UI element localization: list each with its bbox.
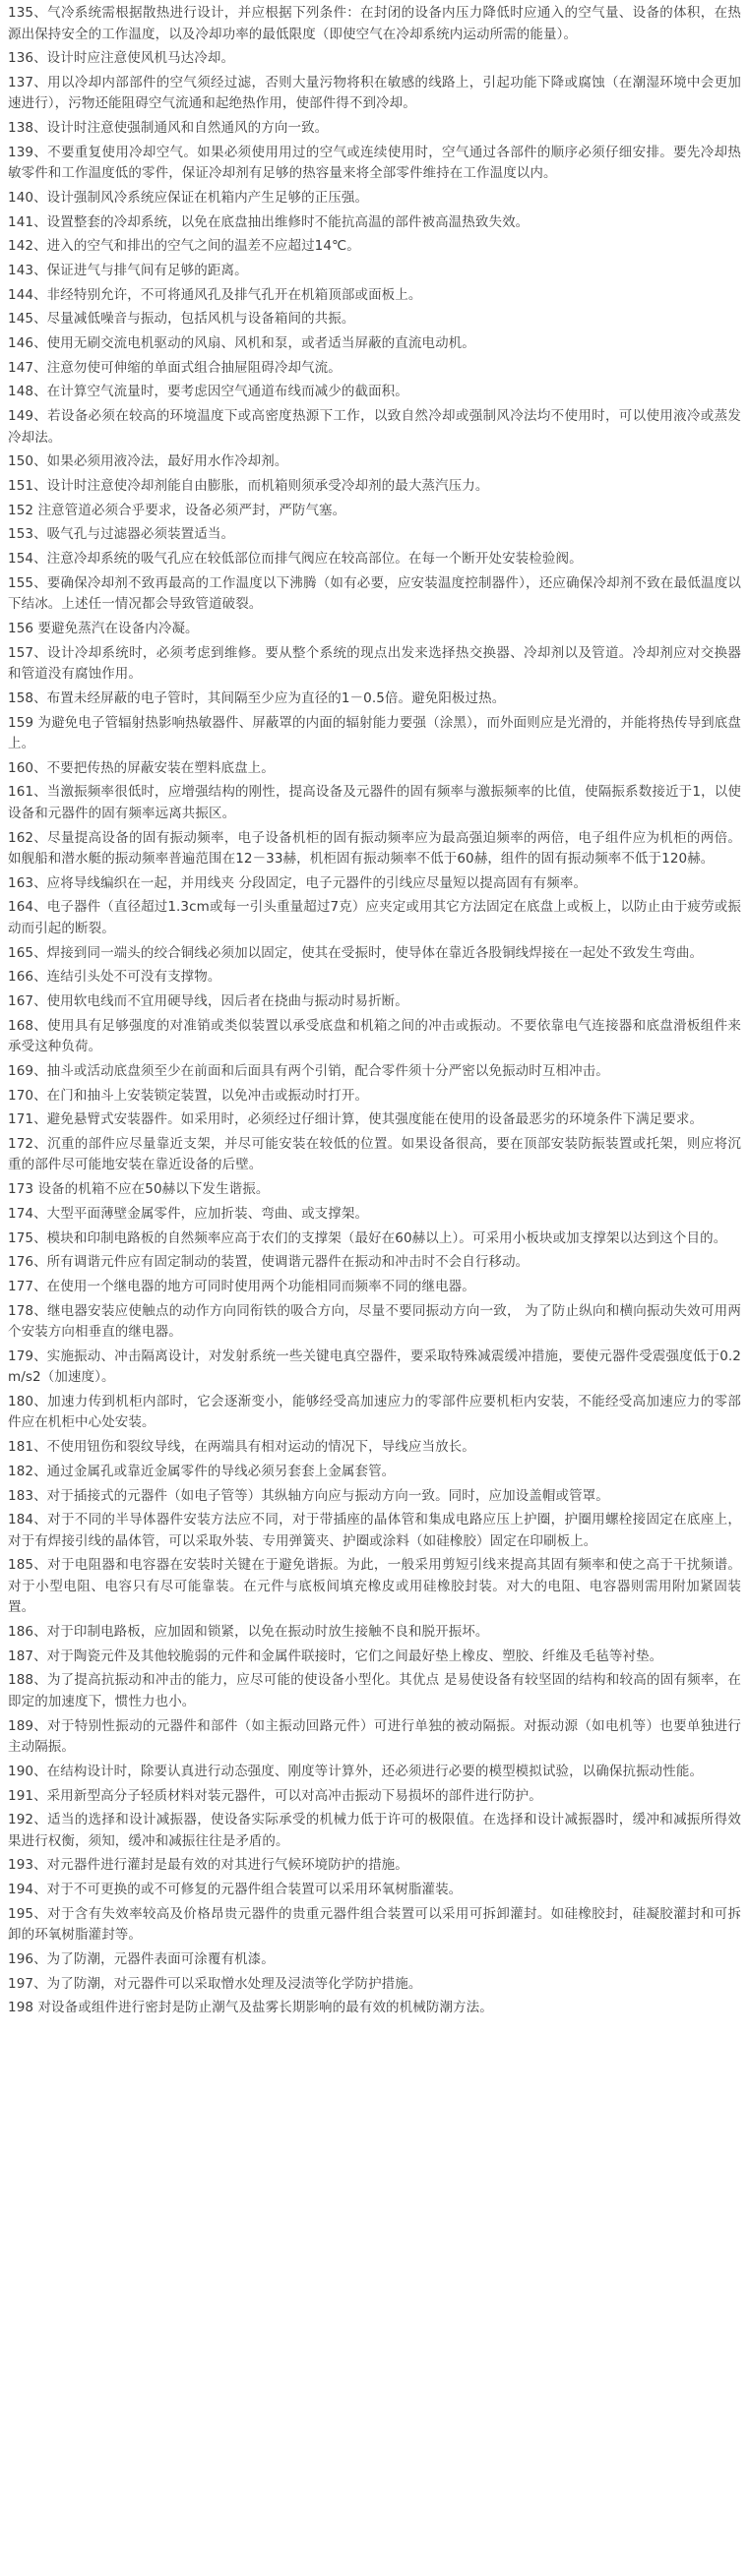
paragraph: 192、适当的选择和设计减振器，使设备实际承受的机械力低于许可的极限值。在选择和设计减振器时，缓冲和减振所得效果进行权衡，须知，缓冲和减振往往是矛盾的。 [8,1812,741,1849]
paragraph: 174、大型平面薄壁金属零件，应加折装、弯曲、或支撑架。 [8,1205,369,1222]
paragraph: 168、使用具有足够强度的对准销或类似装置以承受底盘和机箱之间的冲击或振动。不要依靠电气连接器和底盘滑板组件来承受这种负荷。 [8,1017,741,1055]
paragraph: 154、注意冷却系统的吸气孔应在较低部位而排气阀应在较高部位。在每一个断开处安装检验阀。 [8,551,583,568]
paragraph: 146、使用无刷交流电机驱动的风扇、风机和泵，或者适当屏蔽的直流电动机。 [8,335,475,352]
paragraph: 148、在计算空气流量时，要考虑因空气通道布线而减少的截面积。 [8,384,408,400]
paragraph: 187、对于陶瓷元件及其他较脆弱的元件和金属件联接时，它们之间最好垫上橡皮、塑胶、纤维及毛毡等衬垫。 [8,1647,663,1664]
paragraph: 191、采用新型高分子轻质材料对装元器件，可以对高冲击振动下易损坏的部件进行防护。 [8,1787,542,1804]
paragraph: 139、不要重复使用冷却空气。如果必须使用用过的空气或连续使用时，空气通过各部件的顺序必须仔细安排。要先冷却热敏零件和工作温度低的零件，保证冷却剂有足够的热容量来将全部零件维持在工作温度以内。 [8,144,741,182]
paragraph: 155、要确保冷却剂不致再最高的工作温度以下沸腾（如有必要，应安装温度控制器件），还应确保冷却剂不致在最低温度以下结冰。上述任一情况都会导致管道破裂。 [8,574,741,613]
paragraph: 194、对于不可更换的或不可修复的元器件组合装置可以采用环氧树脂灌装。 [8,1882,463,1898]
paragraph: 135、气冷系统需根据散热进行设计，并应根据下列条件：在封闭的设备内压力降低时应通入的空气量、设备的体积，在热源出保持安全的工作温度，以及冷却功率的最低限度（即使空气在冷却系统内运动所需的能量）。 [8,5,741,42]
paragraph: 144、非经特别允许，不可将通风孔及排气孔开在机箱顶部或面板上。 [8,286,422,303]
paragraph: 188、为了提高抗振动和冲击的能力，应尽可能的使设备小型化。其优点 是易使设备有较坚固的结构和较高的固有频率，在即定的加速度下，惯性力也小。 [8,1672,741,1709]
paragraph: 182、通过金属孔或靠近金属零件的导线必须另套套上金属套管。 [8,1463,396,1479]
paragraph: 189、对于特别性振动的元器件和部件（如主振动回路元件）可进行单独的被动隔振。对振动源（如电机等）也要单独进行主动隔振。 [8,1717,741,1756]
paragraph: 173 设备的机箱不应在50赫以下发生谐振。 [8,1181,270,1198]
paragraph: 161、当激振频率很低时，应增强结构的刚性，提高设备及元器件的固有频率与激振频率的比值，使隔振系数接近于1，以使设备和元器件的固有频率远离共振区。 [8,784,741,821]
paragraph: 165、焊接到同一端头的绞合铜线必须加以固定，使其在受振时，使导体在靠近各股铜线焊接在一起处不致发生弯曲。 [8,944,704,961]
paragraph: 167、使用软电线而不宜用硬导线，因后者在挠曲与振动时易折断。 [8,993,408,1009]
paragraph: 159 为避免电子管辐射热影响热敏器件、屏蔽罩的内面的辐射能力要强（涂黑），而外面则应是光滑的，并能将热传导到底盘上。 [8,714,741,751]
paragraph: 143、保证进气与排气间有足够的距离。 [8,263,248,278]
paragraph: 178、继电器安装应使触点的动作方向同衔铁的吸合方向，尽量不要同振动方向一致， 为了防止纵向和横向振动失效可用两个安装方向相垂直的继电器。 [8,1302,741,1341]
paragraph: 193、对元器件进行灌封是最有效的对其进行气候环境防护的措施。 [8,1857,408,1874]
paragraph: 156 要避免蒸汽在设备内冷凝。 [8,620,199,636]
paragraph: 136、设计时应注意使风机马达冷却。 [8,50,235,67]
paragraph: 160、不要把传热的屏蔽安装在塑料底盘上。 [8,759,275,776]
paragraph: 196、为了防潮，元器件表面可涂覆有机漆。 [8,1950,275,1967]
paragraph: 145、尽量减低噪音与振动，包括风机与设备箱间的共振。 [8,311,355,328]
paragraph: 152 注意管道必须合乎要求，设备必须严封，严防气塞。 [8,502,346,518]
paragraph: 184、对于不同的半导体器件安装方法应不同，对于带插座的晶体管和集成电路应压上护圈，护圈用螺栓接固定在底座上，对于有焊接引线的晶体管，可以采取外装、专用弹簧夹、护圈或涂料（如硅橡胶）固定在印刷板上。 [8,1512,741,1549]
paragraph: 153、吸气孔与过滤器必须装置适当。 [8,526,235,543]
paragraph: 183、对于插接式的元器件（如电子管等）其纵轴方向应与振动方向一致。同时，应加设盖帽或管罩。 [8,1487,609,1504]
paragraph: 180、加速力传到机柜内部时，它会逐渐变小，能够经受高加速应力的零部件应要机柜内安装，不能经受高加速应力的零部件应在机柜中心处安装。 [8,1393,741,1431]
paragraph: 176、所有调谐元件应有固定制动的装置，使调谐元器件在振动和冲击时不会自行移动。 [8,1254,530,1271]
paragraph: 171、避免悬臂式安装器件。如采用时，必须经过仔细计算，使其强度能在使用的设备最恶劣的环境条件下满足要求。 [8,1111,704,1128]
paragraph: 147、注意勿使可伸缩的单面式组合抽屉阻碍冷却气流。 [8,359,342,376]
paragraph: 197、为了防潮，对元器件可以采取憎水处理及浸渍等化学防护措施。 [8,1975,422,1992]
paragraph: 150、如果必须用液冷法，最好用水作冷却剂。 [8,453,288,470]
paragraph: 166、连结引头处不可没有支撑物。 [8,969,221,986]
paragraph: 195、对于含有失效率较高及价格昂贵元器件的贵重元器件组合装置可以采用可拆卸灌封。如硅橡胶封，硅凝胶灌封和可拆卸的环氧树脂灌封等。 [8,1905,741,1944]
paragraph: 181、不使用钮伤和裂纹导线，在两端具有相对运动的情况下，导线应当放长。 [8,1439,475,1456]
paragraph: 198 对设备或组件进行密封是防止潮气及盐雾长期影响的最有效的机械防潮方法。 [8,2000,493,2016]
paragraph: 164、电子器件（直径超过1.3cm或每一引头重量超过7克）应夹定或用其它方法固定在底盘上或板上，以防止由于疲劳或振动而引起的断裂。 [8,899,741,936]
paragraph: 140、设计强制风冷系统应保证在机箱内产生足够的正压强。 [8,189,369,206]
paragraph: 137、用以冷却内部部件的空气须经过滤，否则大量污物将积在敏感的线路上，引起功能下降或腐蚀（在潮湿环境中会更加速进行），污物还能阻碍空气流通和起绝热作用，使部件得不到冷却。 [8,74,741,112]
paragraph: 141、设置整套的冷却系统，以免在底盘抽出维修时不能抗高温的部件被高温热致失效。 [8,213,530,230]
paragraph: 185、对于电阻器和电容器在安装时关键在于避免谐振。为此，一般采用剪短引线来提高其固有频率和使之高于干扰频谱。对于小型电阻、电容只有尽可能靠装。在元件与底板间填充橡皮或用硅橡胶封装。对大的电阻、电容器则需用附加紧固装置。 [8,1557,741,1616]
paragraph: 149、若设备必须在较高的环境温度下或高密度热源下工作，以致自然冷却或强制风冷法均不使用时，可以使用液冷或蒸发冷却法。 [8,408,741,446]
paragraph: 190、在结构设计时，除要认真进行动态强度、刚度等计算外，还必须进行必要的模型模拟试验，以确保抗振动性能。 [8,1763,704,1779]
paragraph: 169、抽斗或活动底盘须至少在前面和后面具有两个引销，配合零件须十分严密以免振动时互相冲击。 [8,1062,609,1079]
paragraph: 177、在使用一个继电器的地方可同时使用两个功能相同而频率不同的继电器。 [8,1278,475,1294]
paragraph: 175、模块和印制电路板的自然频率应高于农们的支撑架（最好在60赫以上）。可采用小板块或加支撑架以达到这个目的。 [8,1229,727,1246]
paragraph: 163、应将导线编织在一起，并用线夹 分段固定，电子元器件的引线应尽量短以提高固有有频率。 [8,874,588,891]
paragraph: 172、沉重的部件应尽量靠近支架，并尽可能安装在较低的位置。如果设备很高，要在顶部安装防振装置或托架，则应将沉重的部件尽可能地安装在靠近设备的后壁。 [8,1135,741,1173]
paragraph: 158、布置未经屏蔽的电子管时，其间隔至少应为直径的1－0.5倍。避免阳极过热。 [8,689,506,706]
paragraph: 186、对于印制电路板，应加固和锁紧，以免在振动时放生接触不良和脱开振坏。 [8,1624,489,1641]
paragraph: 157、设计冷却系统时，必须考虑到维修。要从整个系统的现点出发来选择热交换器、冷却剂以及管道。冷却剂应对交换器和管道没有腐蚀作用。 [8,644,741,683]
paragraph: 142、进入的空气和排出的空气之间的温差不应超过14℃。 [8,238,360,255]
paragraph: 179、实施振动、冲击隔离设计，对发射系统一些关键电真空器件，要采取特殊减震缓冲措施，要使元器件受震强度低于0.2m/s2（加速度）。 [8,1348,741,1386]
paragraph: 170、在门和抽斗上安装锁定装置，以免冲击或振动时打开。 [8,1087,369,1104]
paragraph: 138、设计时注意使强制通风和自然通风的方向一致。 [8,120,329,137]
paragraph: 162、尽量提高设备的固有振动频率，电子设备机柜的固有振动频率应为最高强迫频率的两倍，电子组件应为机柜的两倍。如舰船和潜水艇的振动频率普遍范围在12－33赫，机柜固有振动频率不低于60赫，组件的固有振动频率不低于120赫。 [8,829,741,868]
paragraph: 151、设计时注意使冷却剂能自由膨胀，而机箱则须承受冷却剂的最大蒸汽压力。 [8,478,489,494]
